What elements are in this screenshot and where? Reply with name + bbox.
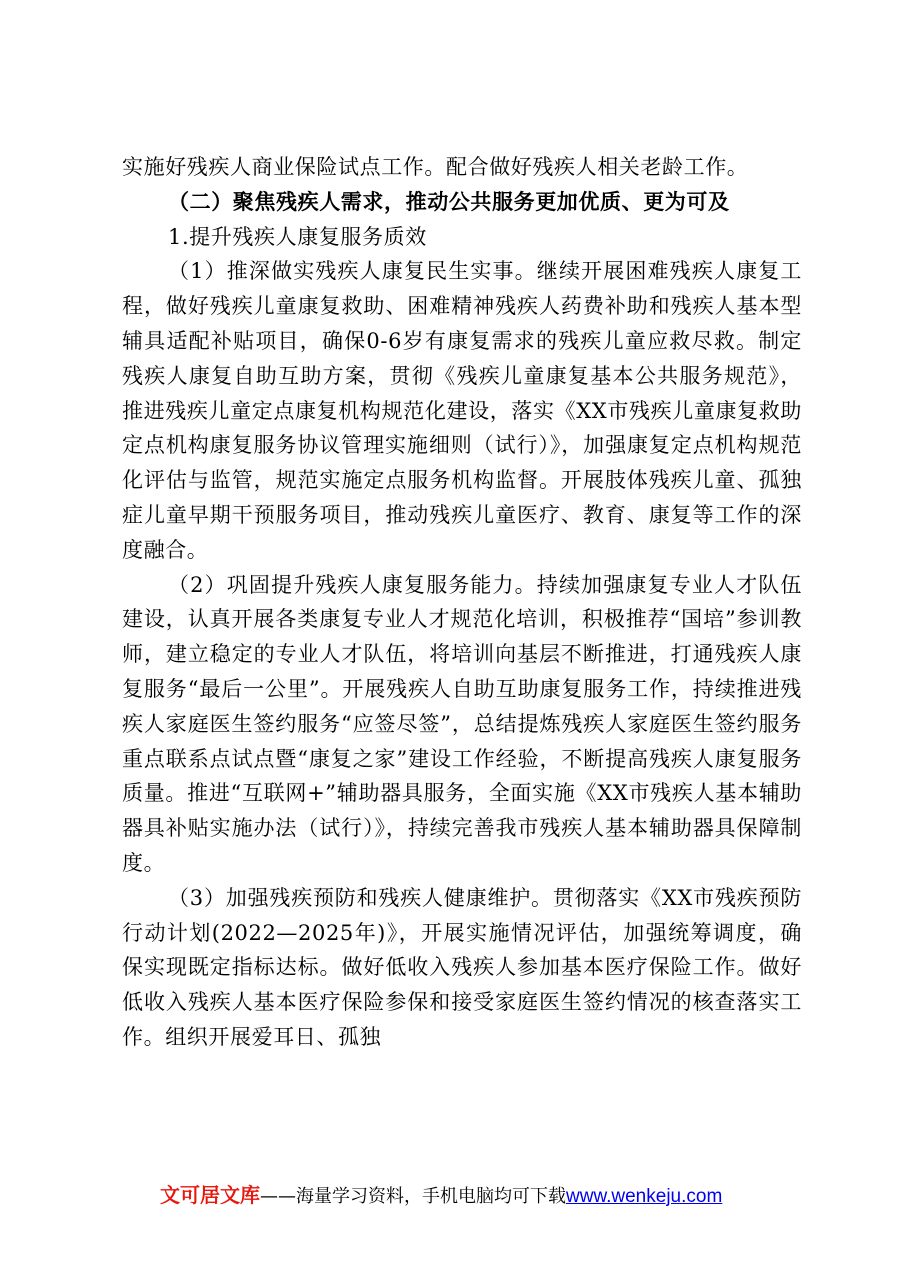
paragraph-rehab-capacity: （2）巩固提升残疾人康复服务能力。持续加强康复专业人才队伍建设，认真开展各类康复专业人才规范化培训，积极推荐“国培”参训教师，建立稳定的专业人才队伍，将培训向基层不断推进，打通残疾人康复服务“最后一公里”。开展残疾人自助互助康复服务工作，持续推进残疾人家庭医生签约服务“应签尽签”，总结提炼残疾人家庭医生签约服务重点联系点试点暨“康复之家”建设工作经验，不断提高残疾人康复服务质量。推进“互联网+”辅助器具服务，全面实施《XX市残疾人基本辅助器具补贴实施办法（试行）》，持续完善我市残疾人基本辅助器具保障制度。 [122,572,802,875]
document-body [122,150,802,1055]
footer-banner [160,1180,800,1210]
subsection-heading: 1.提升残疾人康复服务质效 [168,224,427,249]
paragraph-continuation: 实施好残疾人商业保险试点工作。配合做好残疾人相关老龄工作。 [122,155,749,179]
paragraph-disability-prevention: （3）加强残疾预防和残疾人健康维护。贯彻落实《XX市残疾预防行动计划(2022—2025年)》，开展实施情况评估，加强统筹调度，确保实现既定指标达标。做好低收入残疾人参加基本医疗保险工作。做好低收入残疾人基本医疗保险参保和接受家庭医生签约情况的核查落实工作。组织开展爱耳日、孤独 [122,885,802,1049]
section-heading: （二）聚焦残疾人需求，推动公共服务更加优质、更为可及 [168,188,730,214]
footer-brand: 文可居文库 [160,1183,260,1207]
footer-website-link[interactable]: www.wenkeju.com [566,1186,723,1207]
footer-tagline: ——海量学习资料，手机电脑均可下载 [260,1186,566,1207]
paragraph-rehab-projects: （1）推深做实残疾人康复民生实事。继续开展困难残疾人康复工程，做好残疾儿童康复救助、困难精神残疾人药费补助和残疾人基本型辅具适配补贴项目，确保0-6岁有康复需求的残疾儿童应救尽救。制定残疾人康复自助互助方案，贯彻《残疾儿童康复基本公共服务规范》，推进残疾儿童定点康复机构规范化建设，落实《XX市残疾儿童康复救助定点机构康复服务协议管理实施细则（试行）》，加强康复定点机构规范化评估与监管，规范实施定点服务机构监督。开展肢体残疾儿童、孤独症儿童早期干预服务项目，推动残疾儿童医疗、教育、康复等工作的深度融合。 [122,259,802,562]
